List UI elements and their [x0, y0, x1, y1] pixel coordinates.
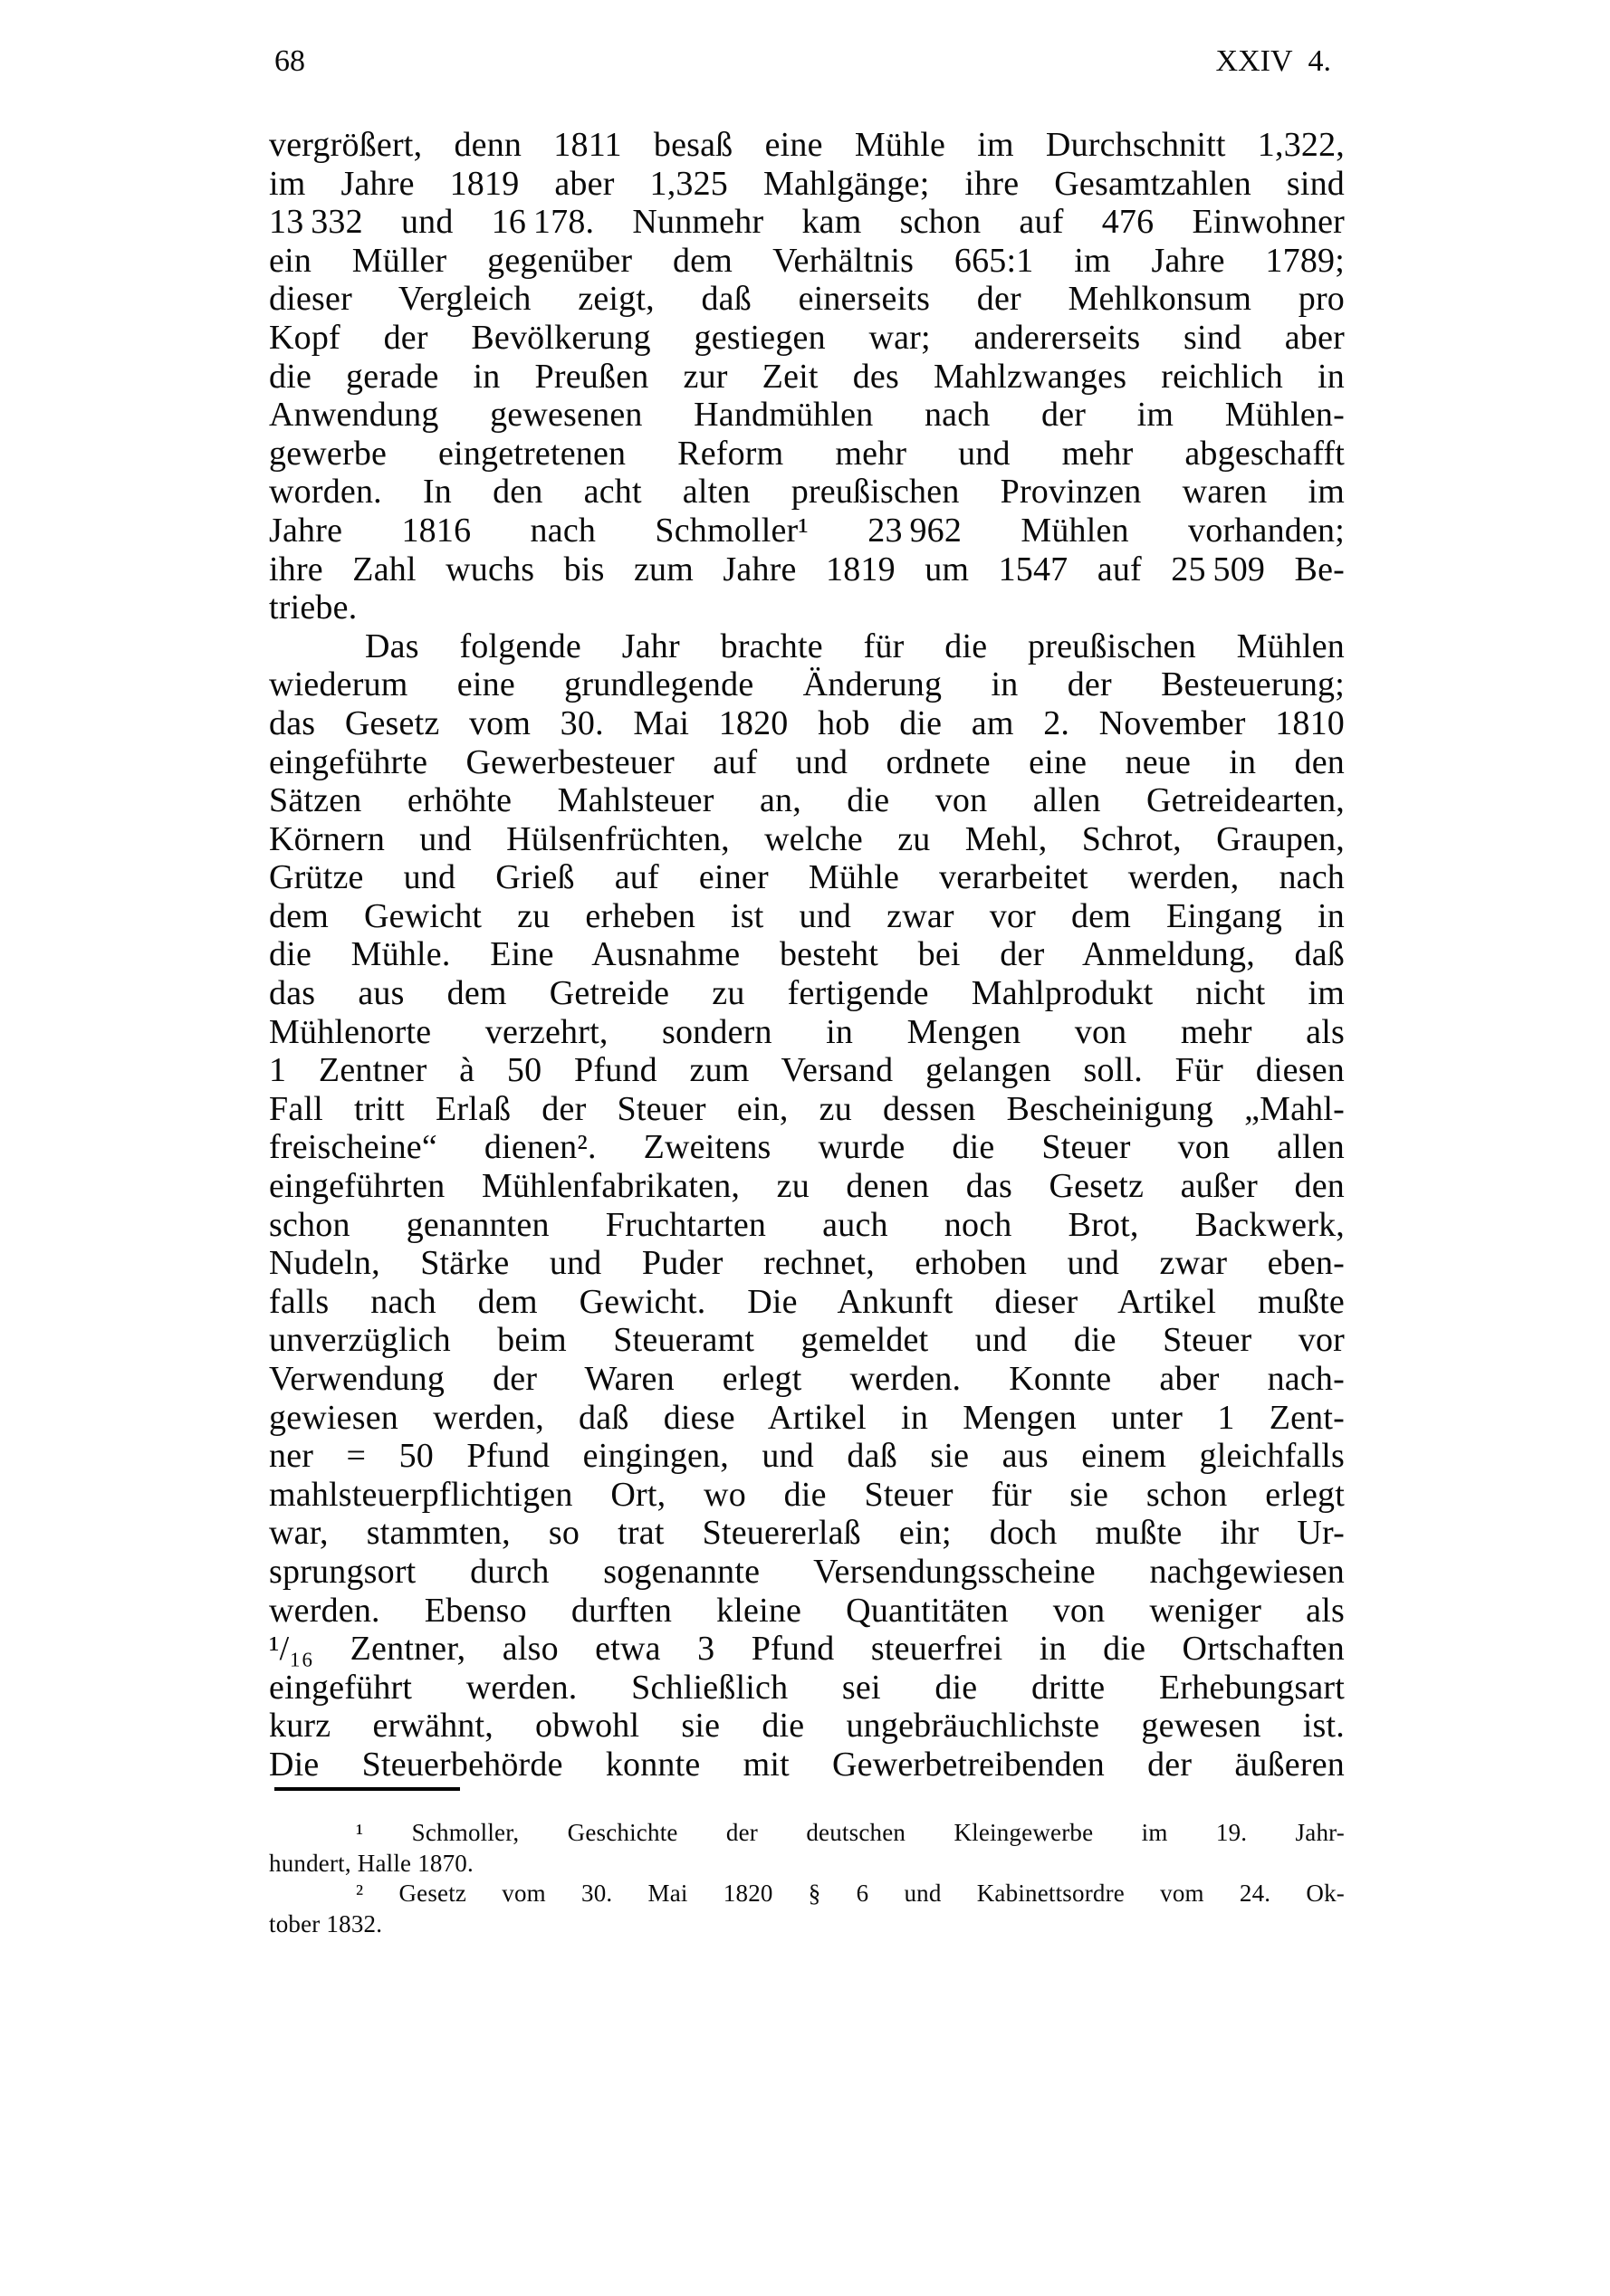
text-line: dieser Vergleich zeigt, daß einerseits der Mehlkonsum pro: [269, 280, 1345, 319]
text-line: wiederum eine grundlegende Änderung in der Besteuerung;: [269, 665, 1345, 704]
text-line: Verwendung der Waren erlegt werden. Konnte aber nach-: [269, 1360, 1345, 1398]
text-line: Fall tritt Erlaß der Steuer ein, zu dessen Bescheinigung „Mahl-: [269, 1089, 1345, 1128]
text-line: war, stammten, so trat Steuererlaß ein; doch mußte ihr Ur-: [269, 1514, 1345, 1553]
text-line: vergrößert, denn 1811 besaß eine Mühle im Durchschnitt 1,322,: [269, 126, 1345, 164]
footnotes: [269, 1818, 1345, 1939]
text-line: Die Steuerbehörde konnte mit Gewerbetreibenden der äußeren: [269, 1745, 1345, 1784]
text-line: Körnern und Hülsenfrüchten, welche zu Mehl, Schrot, Graupen,: [269, 819, 1345, 858]
text-line: eingeführt werden. Schließlich sei die dritte Erhebungsart: [269, 1668, 1345, 1707]
text-line: Kopf der Bevölkerung gestiegen war; andererseits sind aber: [269, 318, 1345, 357]
text-line: im Jahre 1819 aber 1,325 Mahlgänge; ihre Gesamtzahlen sind: [269, 164, 1345, 203]
text-line: werden. Ebenso durften kleine Quantitäten von weniger als: [269, 1591, 1345, 1630]
text-line: Sätzen erhöhte Mahlsteuer an, die von allen Getreidearten,: [269, 781, 1345, 820]
footnote-line: tober 1832.: [269, 1909, 383, 1937]
footnote-line: ² Gesetz vom 30. Mai 1820 § 6 und Kabinettsordre vom 24. Ok-: [356, 1880, 1345, 1908]
text-line-paragraph-start: Das folgende Jahr brachte für die preußischen Mühlen: [365, 627, 1345, 665]
text-line: die Mühle. Eine Ausnahme besteht bei der Anmeldung, daß: [269, 935, 1345, 974]
text-line: ihre Zahl wuchs bis zum Jahre 1819 um 1547 auf 25 509 Be-: [269, 550, 1345, 588]
text-line: eingeführte Gewerbesteuer auf und ordnete eine neue in den: [269, 742, 1345, 781]
main-text: [269, 126, 1345, 1784]
text-line: 13 332 und 16 178. Nunmehr kam schon auf 476 Einwohner: [269, 203, 1345, 242]
footnote-line: ¹ Schmoller, Geschichte der deutschen Kleingewerbe im 19. Jahr-: [356, 1819, 1345, 1846]
text-line: das Gesetz vom 30. Mai 1820 hob die am 2. November 1810: [269, 703, 1345, 742]
text-line-paragraph-end: triebe.: [269, 588, 358, 627]
text-line: unverzüglich beim Steueramt gemeldet und die Steuer vor: [269, 1321, 1345, 1360]
text-line: kurz erwähnt, obwohl sie die ungebräuchlichste gewesen ist.: [269, 1707, 1345, 1746]
text-line: ein Müller gegenüber dem Verhältnis 665:1 im Jahre 1789;: [269, 241, 1345, 280]
text-line: ¹/₁₆ Zentner, also etwa 3 Pfund steuerfrei in die Ortschaften: [269, 1630, 1345, 1669]
footnote-line: hundert, Halle 1870.: [269, 1849, 474, 1877]
text-line: worden. In den acht alten preußischen Provinzen waren im: [269, 473, 1345, 512]
text-line: dem Gewicht zu erheben ist und zwar vor dem Eingang in: [269, 896, 1345, 935]
text-line: Grütze und Grieß auf einer Mühle verarbeitet werden, nach: [269, 858, 1345, 897]
text-line: die gerade in Preußen zur Zeit des Mahlzwanges reichlich in: [269, 357, 1345, 396]
text-line: Mühlenorte verzehrt, sondern in Mengen von mehr als: [269, 1012, 1345, 1051]
text-line: sprungsort durch sogenannte Versendungsscheine nachgewiesen: [269, 1552, 1345, 1591]
text-line: gewiesen werden, daß diese Artikel in Mengen unter 1 Zent-: [269, 1398, 1345, 1437]
text-line: freischeine“ dienen². Zweitens wurde die Steuer von allen: [269, 1128, 1345, 1167]
footnote-separator: [274, 1787, 460, 1791]
text-line: das aus dem Getreide zu fertigende Mahlprodukt nicht im: [269, 974, 1345, 1013]
text-line: schon genannten Fruchtarten auch noch Brot, Backwerk,: [269, 1205, 1345, 1244]
text-line: Anwendung gewesenen Handmühlen nach der im Mühlen-: [269, 396, 1345, 435]
page-number: 68: [274, 44, 305, 78]
running-head: [274, 43, 1331, 80]
text-line: falls nach dem Gewicht. Die Ankunft dieser Artikel mußte: [269, 1282, 1345, 1321]
text-line: mahlsteuerpflichtigen Ort, wo die Steuer für sie schon erlegt: [269, 1475, 1345, 1514]
text-line: Jahre 1816 nach Schmoller¹ 23 962 Mühlen vorhanden;: [269, 511, 1345, 550]
text-line: eingeführten Mühlenfabrikaten, zu denen das Gesetz außer den: [269, 1167, 1345, 1206]
text-line: Nudeln, Stärke und Puder rechnet, erhoben und zwar eben-: [269, 1244, 1345, 1283]
text-line: 1 Zentner à 50 Pfund zum Versand gelangen soll. Für diesen: [269, 1051, 1345, 1090]
text-line: ner = 50 Pfund eingingen, und daß sie aus einem gleichfalls: [269, 1437, 1345, 1476]
volume-signature: XXIV 4.: [1215, 44, 1331, 78]
text-line: gewerbe eingetretenen Reform mehr und mehr abgeschafft: [269, 434, 1345, 473]
